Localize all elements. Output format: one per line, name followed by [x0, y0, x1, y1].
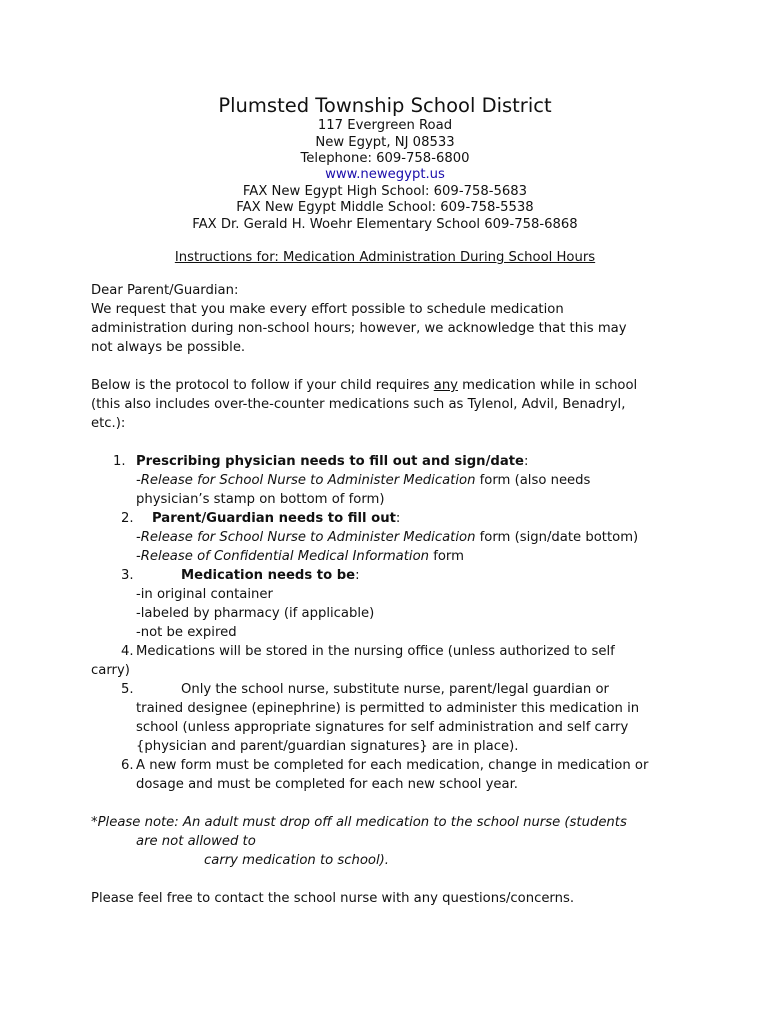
list-item-1-form-rest: form (also needs: [475, 473, 591, 488]
list-item-2-heading: Parent/Guardian needs to fill out: [152, 511, 396, 526]
list-item-3-sub-3: -not be expired: [136, 625, 237, 640]
list-item-1: [136, 454, 528, 469]
list-item-2-form-1: [136, 530, 638, 545]
address-line-2: New Egypt, NJ 08533: [315, 135, 455, 150]
district-title: Plumsted Township School District: [218, 94, 552, 117]
list-item-5-cont-1: trained designee (epinephrine) is permitted to administer this medication in: [136, 701, 640, 716]
list-item-4: Medications will be stored in the nursing office (unless authorized to self: [136, 644, 615, 659]
list-item-3-colon: :: [355, 568, 360, 583]
protocol-line-3: etc.):: [91, 416, 126, 431]
list-item-6-cont: dosage and must be completed for each new school year.: [136, 777, 518, 792]
protocol-text-a: Below is the protocol to follow if your child requires: [91, 378, 434, 393]
fax-middle-school: FAX New Egypt Middle School: 609-758-5538: [236, 200, 534, 215]
list-number-1: 1.: [113, 454, 126, 469]
list-item-3-sub-2: -labeled by pharmacy (if applicable): [136, 606, 375, 621]
list-number-2: 2.: [121, 511, 134, 526]
list-item-2-form-1-name: -Release for School Nurse to Administer Medication: [136, 530, 476, 545]
closing: Please feel free to contact the school nurse with any questions/concerns.: [91, 891, 575, 906]
list-number-3: 3.: [121, 568, 134, 583]
protocol-text-b: medication while in school: [457, 378, 638, 393]
list-item-2-colon: :: [395, 511, 401, 526]
list-item-6: A new form must be completed for each medication, change in medication or: [136, 758, 649, 773]
intro-line-2: administration during non-school hours; however, we acknowledge that this may: [91, 321, 627, 336]
protocol-line-1: [91, 378, 637, 393]
note-text-1: *Please note: An adult must drop off all medication to the school nurse (students: [91, 815, 627, 830]
note-text-2: are not allowed to: [136, 834, 256, 849]
list-item-1-colon: :: [523, 454, 529, 469]
instructions-heading: Instructions for: Medication Administration During School Hours: [174, 250, 596, 265]
fax-elementary-school: FAX Dr. Gerald H. Woehr Elementary School 609-758-6868: [192, 217, 578, 232]
list-item-2-form-2-rest: form: [429, 549, 464, 564]
list-item-5-cont-3: {physician and parent/guardian signatures} are in place).: [136, 739, 519, 754]
note-line-3: [204, 853, 389, 868]
note-line-2: [136, 834, 256, 849]
website-line: [0, 167, 770, 182]
website-link[interactable]: www.newegypt.us: [325, 167, 445, 182]
intro-line-1: We request that you make every effort possible to schedule medication: [91, 302, 564, 317]
greeting: Dear Parent/Guardian:: [91, 283, 239, 298]
protocol-line-2: (this also includes over-the-counter medications such as Tylenol, Advil, Benadryl,: [91, 397, 626, 412]
list-item-4-cont: carry): [91, 663, 130, 678]
list-item-2-form-2-name: -Release of Confidential Medical Information: [136, 549, 430, 564]
address-line-1: 117 Evergreen Road: [317, 118, 453, 133]
list-item-2: [152, 511, 400, 526]
fax-high-school: FAX New Egypt High School: 609-758-5683: [242, 184, 528, 199]
list-item-3-sub-1: -in original container: [136, 587, 273, 602]
list-number-5: 5.: [121, 682, 134, 697]
list-item-3: [181, 568, 360, 583]
list-item-3-heading: Medication needs to be: [181, 568, 356, 583]
list-item-2-form-1-rest: form (sign/date bottom): [475, 530, 639, 545]
list-item-1-form: [136, 473, 590, 488]
list-item-5: Only the school nurse, substitute nurse, parent/legal guardian or: [181, 682, 609, 697]
intro-line-3: not always be possible.: [91, 340, 246, 355]
telephone: Telephone: 609-758-6800: [300, 151, 470, 166]
note-line-1: [91, 815, 627, 830]
list-item-1-form-name: -Release for School Nurse to Administer Medication: [136, 473, 476, 488]
list-number-4: 4.: [121, 644, 134, 659]
note-text-3: carry medication to school).: [204, 853, 389, 868]
list-item-2-form-2: [136, 549, 464, 564]
list-item-1-heading: Prescribing physician needs to fill out and sign/date: [136, 454, 524, 469]
protocol-any: any: [433, 378, 458, 393]
list-item-5-cont-2: school (unless appropriate signatures for self administration and self carry: [136, 720, 629, 735]
list-item-1-cont: physician’s stamp on bottom of form): [136, 492, 385, 507]
list-number-6: 6.: [121, 758, 134, 773]
